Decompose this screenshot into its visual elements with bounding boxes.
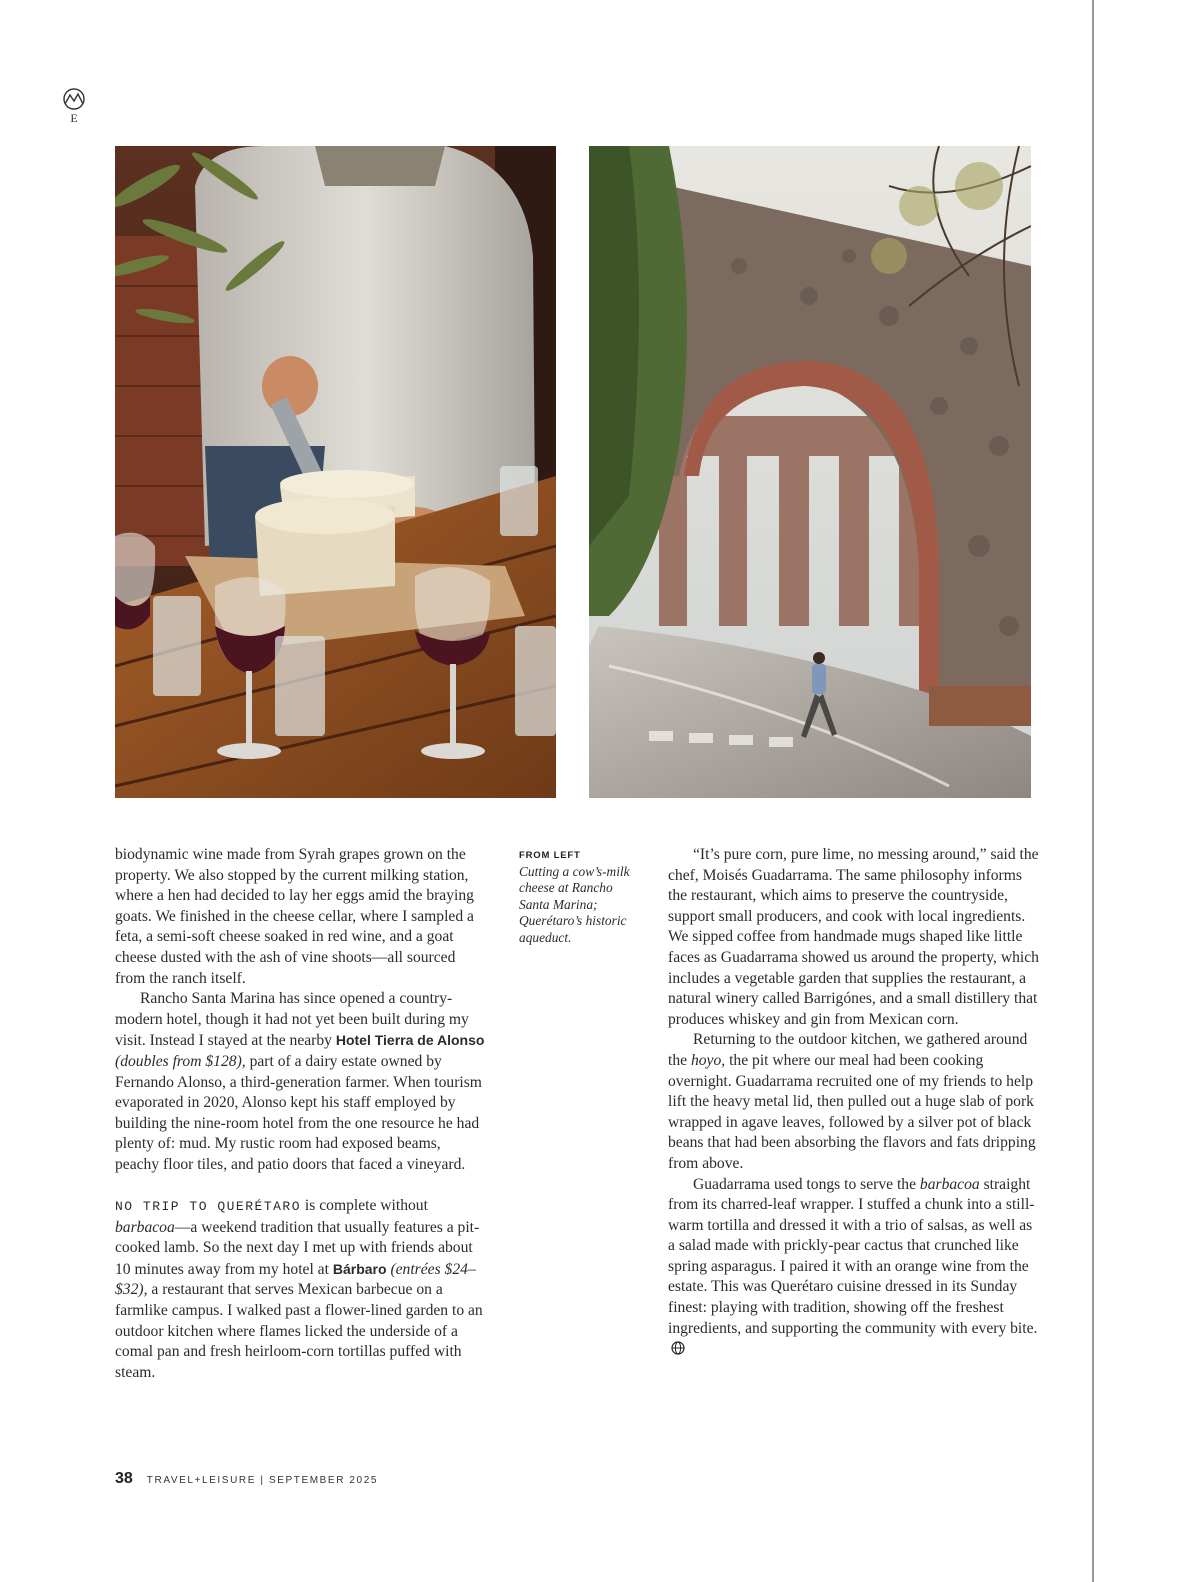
photo-caption [519, 850, 631, 946]
text-run: is complete without [301, 1197, 428, 1215]
text-run: part of a dairy estate owned by Fernando Alonso, a third-generation farmer. When tourism evaporated in 2020, Alonso kept his staff employed by building the nine-room hotel from the one resource he had plenty of: mud. My rustic room had exposed beams, peachy floor tiles, and patio doors that faced a vineyard. [115, 1052, 482, 1173]
page-footer [115, 1470, 378, 1488]
paragraph: biodynamic wine made from Syrah grapes grown on the property. We also stopped by the current milking station, where a hen had decided to lay her eggs amid the braying goats. We finished in the cheese cellar, where I sampled a feta, a semi-soft cheese soaked in red wine, and a goat cheese dusted with the ash of vine shoots—all sourced from the ranch itself. [115, 846, 474, 987]
hotel-name: Hotel Tierra de Alonso [335, 1032, 485, 1049]
text-run: straight from its charred-leaf wrapper. I stuffed a chunk into a still-warm tortilla and dressed it with a trio of salsas, as well as a salad made with prickly-pear cactus that crunched like spring asparagus. I paired it with an orange wine from the estate. This was Querétaro cuisine dressed in its Sunday finest: playing with tradition, showing off the freshest ingredients, and supporting the community with every bite. [668, 1175, 1038, 1337]
text-run: a restaurant that serves Mexican barbecue on a farmlike campus. I walked past a flower-lined garden to an outdoor kitchen where flames licked the underside of a comal pan and fresh heirloom-corn tortillas puffed with steam. [115, 1281, 483, 1381]
mountain-logo-icon [62, 88, 86, 110]
text-run: Rancho Santa Marina has since opened a country-modern hotel, though it had not yet been built during my visit. Instead I stayed at the nearby [115, 990, 469, 1050]
caption-text: Cutting a cow’s-milk cheese at Rancho Santa Marina; Querétaro’s historic aqueduct. [519, 864, 630, 945]
cheese-cutting-photo-icon [115, 146, 556, 798]
caption-heading: FROM LEFT [519, 850, 581, 861]
article-column-right [668, 845, 1040, 1360]
paragraph [115, 989, 487, 1175]
section-logo [61, 88, 87, 126]
paragraph: “It’s pure corn, pure lime, no messing around,” said the chef, Moisés Guadarrama. The same philosophy informs the restaurant, which aims to preserve the countryside, support small producers, and cook with local ingredients. We sipped coffee from handmade mugs shaped like little faces as Guadarrama showed us around the property, which includes a vegetable garden that supplies the restaurant, a natural winery called Barrigónes, and a small distillery that produces whiskey and gin from Mexican corn. [668, 846, 1039, 1028]
italic-term: barbacoa [919, 1175, 980, 1193]
paragraph [115, 1196, 487, 1383]
page-number: 38 [115, 1470, 133, 1487]
italic-term: barbacoa [115, 1218, 175, 1236]
aqueduct-photo [589, 146, 1031, 798]
section-lead-in: NO TRIP TO QUERÉTARO [115, 1199, 302, 1215]
paragraph [668, 1175, 1040, 1360]
text-run: —a weekend tradition that usually features a pit-cooked lamb. So the next day I met up with friends about 10 minutes away from my hotel at [115, 1218, 480, 1278]
hotel-price: (doubles from $128), [115, 1052, 246, 1070]
article-column-left [115, 845, 487, 1383]
magazine-credit: TRAVEL+LEISURE | SEPTEMBER 2025 [146, 1475, 379, 1486]
section-logo-letter: E [70, 111, 78, 125]
paragraph [668, 1030, 1040, 1174]
italic-term: hoyo, [690, 1051, 726, 1069]
text-run: the pit where our meal had been cooking overnight. Guadarrama recruited one of my friends to help lift the heavy metal lid, then pulled out a huge slab of pork wrapped in agave leaves, followed by a silver pot of black beans that had been absorbing the flavors and fats dripping from above. [668, 1051, 1036, 1172]
restaurant-name: Bárbaro [332, 1260, 387, 1277]
restaurant-price: (entrées $24–$32), [115, 1260, 476, 1299]
globe-end-mark-icon [671, 1341, 685, 1355]
aqueduct-photo-icon [589, 146, 1031, 798]
cheese-cutting-photo [115, 146, 556, 798]
text-run: Guadarrama used tongs to serve the [693, 1175, 920, 1193]
page-edge-rule [1092, 0, 1094, 1582]
text-run: Returning to the outdoor kitchen, we gathered around the [668, 1031, 1028, 1069]
